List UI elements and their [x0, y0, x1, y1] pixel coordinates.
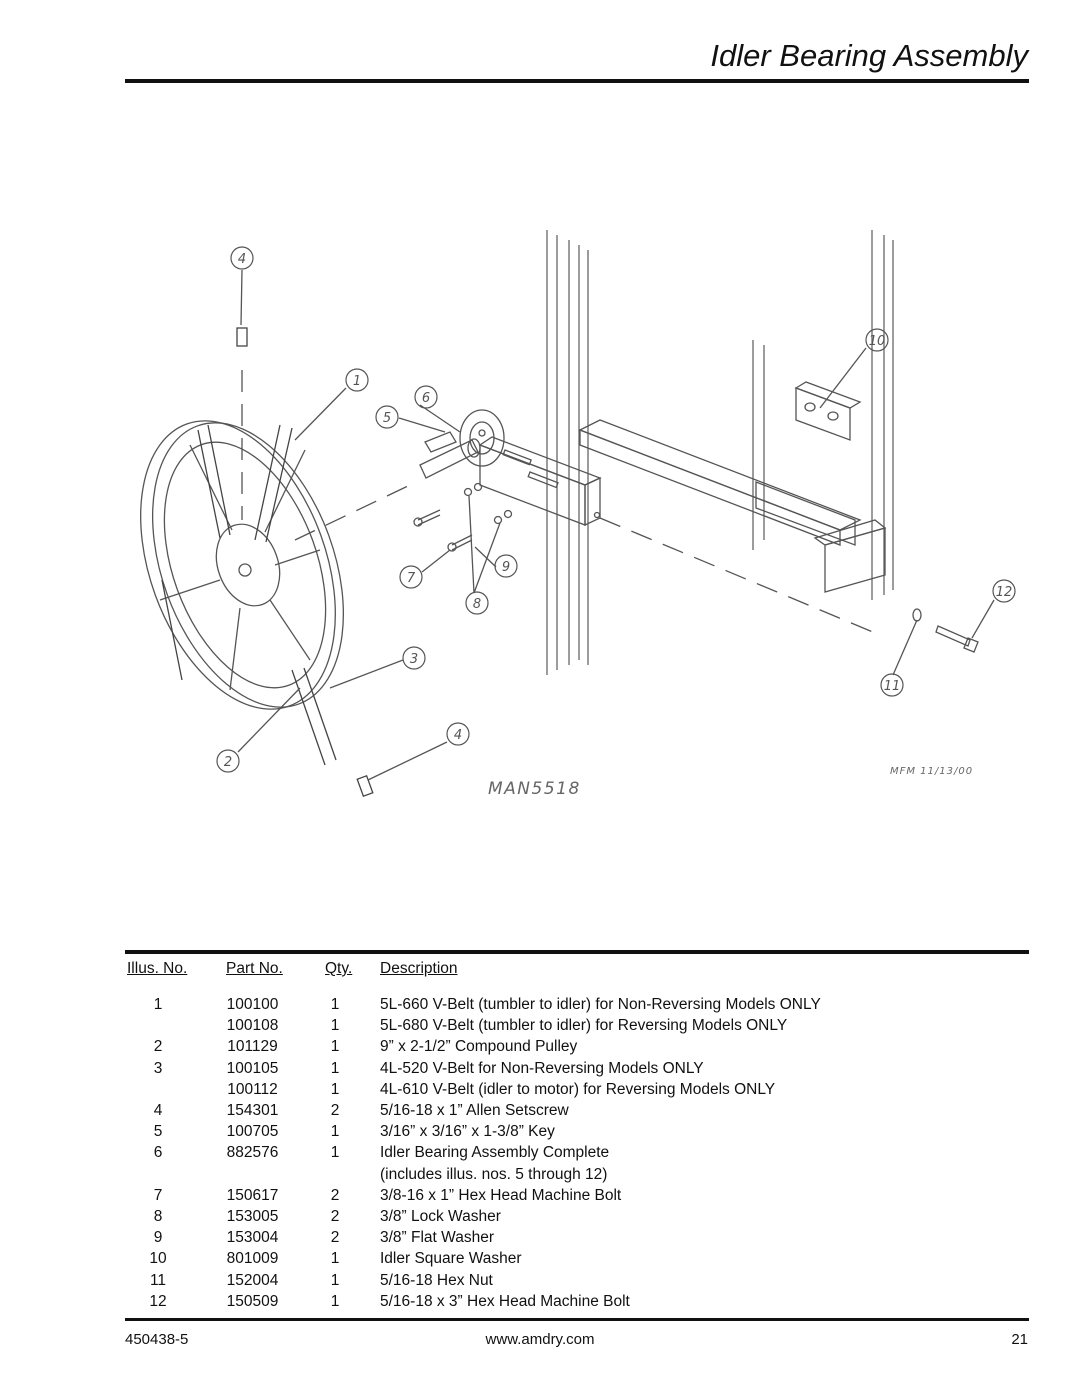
cell-description: 9” x 2-1/2” Compound Pulley — [380, 1038, 578, 1056]
v-belts-shape — [162, 425, 336, 765]
callout-4-top: 4 — [237, 252, 247, 267]
cell-illus-no: 5 — [153, 1123, 163, 1141]
cell-illus-no: 3 — [153, 1059, 163, 1077]
cell-part-no: 150509 — [226, 1292, 279, 1310]
cell-illus-no: 4 — [153, 1102, 163, 1119]
table-row — [125, 1208, 1029, 1229]
table-row — [125, 1166, 1029, 1187]
table-row — [125, 1144, 1029, 1165]
cell-description: Idler Square Washer — [380, 1250, 522, 1268]
cell-description: 5/16-18 x 1” Allen Setscrew — [380, 1102, 569, 1119]
header-description: Description — [380, 960, 458, 977]
idler-square-washer-shape — [796, 382, 860, 440]
cell-qty: 2 — [330, 1208, 340, 1225]
cell-part-no: 882576 — [226, 1144, 279, 1162]
cell-illus-no: 7 — [153, 1186, 163, 1204]
cell-description: 4L-610 V-Belt (idler to motor) for Reversing Models ONLY — [380, 1080, 776, 1098]
center-lines — [242, 370, 880, 635]
cell-qty: 1 — [330, 1080, 340, 1098]
cell-part-no: 100105 — [226, 1059, 279, 1077]
cell-qty: 1 — [330, 1271, 340, 1289]
table-row — [125, 1272, 1029, 1293]
cell-description: 5/16-18 Hex Nut — [380, 1271, 493, 1289]
setscrew-top-shape — [237, 328, 247, 346]
cell-part-no: 100100 — [226, 996, 279, 1013]
callout-numbers — [224, 252, 1012, 770]
cell-description: 3/16” x 3/16” x 1-3/8” Key — [380, 1123, 555, 1141]
table-row — [125, 1250, 1029, 1271]
cell-illus-no: 6 — [153, 1144, 163, 1162]
callout-9: 9 — [501, 560, 511, 575]
idler-shaft-shape — [420, 410, 504, 478]
cell-description: 5L-680 V-Belt (tumbler to idler) for Reversing Models ONLY — [380, 1017, 788, 1035]
cell-part-no: 153005 — [226, 1208, 279, 1225]
cell-qty: 1 — [330, 1017, 340, 1035]
table-row — [125, 1187, 1029, 1208]
drafter-stamp: MFM 11/13/00 — [890, 766, 974, 777]
cell-part-no: 801009 — [226, 1250, 279, 1268]
cell-description: 3/8” Lock Washer — [380, 1208, 501, 1225]
callout-3: 3 — [409, 652, 419, 667]
cell-description: (includes illus. nos. 5 through 12) — [380, 1165, 608, 1183]
table-row — [125, 1038, 1029, 1059]
cell-illus-no: 8 — [153, 1208, 163, 1225]
table-row — [125, 1293, 1029, 1314]
cell-qty: 1 — [330, 1038, 340, 1056]
cell-illus-no: 1 — [153, 996, 163, 1013]
page-number: 21 — [1011, 1331, 1028, 1348]
callout-8: 8 — [472, 597, 482, 612]
cell-illus-no: 11 — [149, 1271, 167, 1289]
cell-part-no: 153004 — [226, 1229, 279, 1247]
table-header-row — [125, 960, 1029, 981]
cell-qty: 1 — [330, 1059, 340, 1077]
table-row — [125, 996, 1029, 1017]
callout-12: 12 — [995, 585, 1013, 600]
cell-part-no: 101129 — [227, 1038, 278, 1056]
cell-part-no: 100108 — [226, 1017, 279, 1035]
table-row — [125, 1017, 1029, 1038]
cell-description: 3/8-16 x 1” Hex Head Machine Bolt — [380, 1186, 622, 1204]
cell-description: 5/16-18 x 3” Hex Head Machine Bolt — [380, 1292, 630, 1310]
idler-bracket-shape — [580, 420, 885, 592]
cell-qty: 2 — [330, 1186, 340, 1204]
page-title: Idler Bearing Assembly — [710, 38, 1028, 73]
cell-description: 4L-520 V-Belt for Non-Reversing Models ONLY — [380, 1059, 704, 1077]
cell-illus-no: 12 — [149, 1292, 167, 1310]
hex-bolt-shape — [913, 609, 978, 652]
callout-5: 5 — [382, 411, 392, 426]
cell-qty: 1 — [330, 1292, 340, 1310]
table-row — [125, 1229, 1029, 1250]
callout-2: 2 — [223, 755, 233, 770]
cell-part-no: 100112 — [227, 1080, 278, 1098]
table-row — [125, 1102, 1029, 1123]
cell-qty: 2 — [330, 1102, 340, 1119]
header-illus-no: Illus. No. — [127, 960, 188, 977]
cell-illus-no: 9 — [153, 1229, 163, 1247]
compound-pulley-shape — [120, 394, 379, 736]
table-rule — [125, 950, 1029, 954]
table-row — [125, 1060, 1029, 1081]
machine-bolts-shape — [414, 484, 512, 552]
callout-7: 7 — [406, 571, 416, 586]
cell-illus-no: 10 — [149, 1250, 167, 1268]
header-part-no: Part No. — [226, 960, 283, 977]
cell-description: Idler Bearing Assembly Complete — [380, 1144, 610, 1162]
exploded-parts-diagram — [120, 220, 1030, 820]
cell-part-no: 150617 — [226, 1186, 279, 1204]
cell-qty: 1 — [330, 996, 340, 1013]
website-link[interactable]: www.amdry.com — [485, 1331, 595, 1348]
callout-10: 10 — [868, 334, 886, 349]
callout-1: 1 — [352, 374, 362, 389]
cell-part-no: 152004 — [226, 1271, 279, 1289]
cell-description: 5L-660 V-Belt (tumbler to idler) for Non-Reversing Models ONLY — [380, 996, 821, 1013]
cell-part-no: 154301 — [226, 1102, 279, 1119]
cell-qty: 1 — [330, 1123, 340, 1141]
footer-rule — [125, 1318, 1029, 1321]
header-qty: Qty. — [325, 960, 353, 977]
title-rule — [125, 79, 1029, 83]
idler-arm-shape — [480, 437, 600, 525]
callout-6: 6 — [421, 391, 431, 406]
cell-illus-no: 2 — [153, 1038, 163, 1056]
cell-description: 3/8” Flat Washer — [380, 1229, 494, 1247]
callout-11: 11 — [883, 679, 901, 694]
cell-qty: 1 — [330, 1250, 340, 1268]
cell-qty: 1 — [330, 1144, 340, 1162]
drawing-number: MAN5518 — [488, 779, 581, 799]
cell-part-no: 100705 — [226, 1123, 279, 1141]
table-row — [125, 1081, 1029, 1102]
table-row — [125, 1123, 1029, 1144]
doc-number: 450438-5 — [125, 1331, 189, 1348]
callout-4-bottom: 4 — [453, 728, 463, 743]
cell-qty: 2 — [330, 1229, 340, 1247]
